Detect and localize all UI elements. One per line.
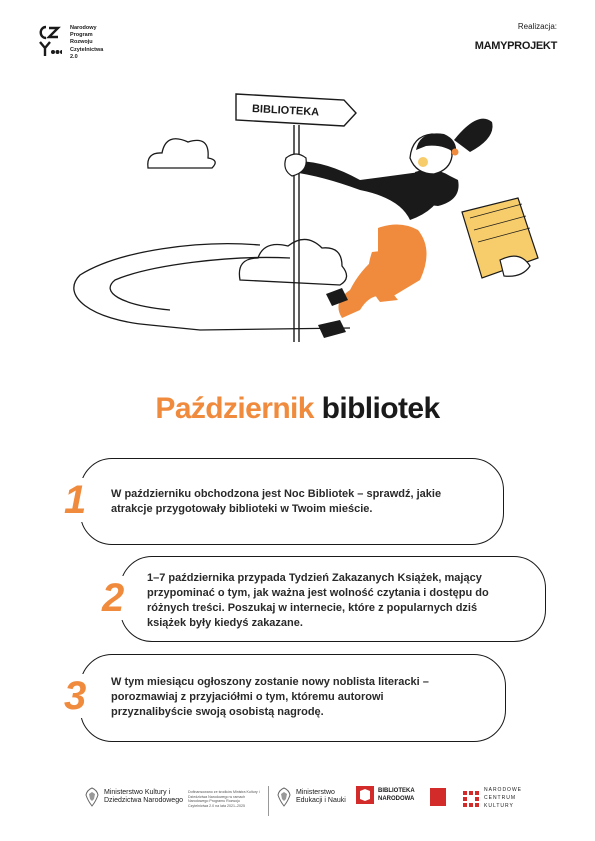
nck-logo	[462, 786, 530, 810]
dofinansowano-note: Dofinansowano ze środków Ministra Kultury i Dziedzictwa Narodowego w ramach Narodowego Programu Rozwoju Czytelnictwa 2.0 na lata 2021–2025	[188, 790, 260, 808]
npr-logo	[36, 24, 103, 61]
item-number-3: 3	[60, 674, 90, 718]
bn-name: BIBLIOTEKA NARODOWA	[378, 788, 415, 802]
reading-girl-figure	[285, 119, 538, 338]
npr-line-4: Czytelnictwa	[70, 46, 104, 53]
bn-emblem-icon	[356, 786, 374, 804]
npr-line-3: Rozwoju	[70, 39, 93, 46]
npr-line-5: 2.0	[70, 53, 78, 60]
red-square-logo	[430, 788, 446, 806]
polish-eagle-icon	[276, 786, 292, 808]
signpost	[236, 94, 356, 342]
nck-name: NARODOWE CENTRUM KULTURY	[484, 787, 522, 809]
item-box-1	[80, 458, 504, 545]
npr-name	[70, 25, 103, 61]
footer-divider	[268, 786, 269, 816]
mkidn-logo	[84, 786, 192, 808]
item-text-1: W październiku obchodzona jest Noc Bibliotek – sprawdź, jakie atrakcje przygotowały biblioteki w Twoim mieście.	[111, 488, 442, 515]
footer-logos	[0, 780, 595, 820]
mkidn-name: Ministerstwo Kultury i Dziedzictwa Narodowego	[104, 789, 183, 804]
sign-text: BIBLIOTEKA	[251, 103, 320, 119]
item-text-3: W tym miesiącu ogłoszony zostanie nowy noblista literacki – porozmawiaj z przyjaciółmi o tym, któremu autorowi przyznalibyście swoją osobistą nagrodę.	[111, 676, 429, 718]
road-path	[74, 244, 350, 330]
library-illustration	[60, 80, 560, 370]
page-title	[0, 392, 595, 426]
bush-icon	[239, 239, 346, 285]
bn-logo	[356, 786, 422, 804]
nck-emblem-icon	[462, 789, 480, 807]
title-word-2: bibliotek	[321, 392, 440, 425]
item-text-2: 1–7 października przypada Tydzień Zakazanych Książek, mający przypominać o tym, jak ważna jest wolność czytania i dostępu do różnych treści. Poszukaj w internecie, które z popularnych dziś książek były kiedyś zakazane.	[147, 572, 489, 629]
npr-line-2: Program	[70, 32, 93, 39]
mein-name: Ministerstwo Edukacji i Nauki	[296, 789, 346, 804]
realizacja-label: Realizacja:	[517, 22, 557, 31]
npr-logo-icon	[36, 24, 62, 60]
cloud-icon	[148, 139, 215, 168]
item-number-2: 2	[98, 576, 128, 620]
title-word-1: Październik	[155, 392, 314, 425]
npr-line-1: Narodowy	[70, 25, 97, 31]
mein-logo	[276, 786, 348, 808]
mamyprojekt-logo: MAMYPROJEKT	[474, 40, 557, 52]
polish-eagle-icon	[84, 786, 100, 808]
realizacja-block	[475, 22, 557, 52]
item-box-3	[80, 654, 506, 742]
item-number-1: 1	[60, 478, 90, 522]
item-box-2	[120, 556, 546, 642]
